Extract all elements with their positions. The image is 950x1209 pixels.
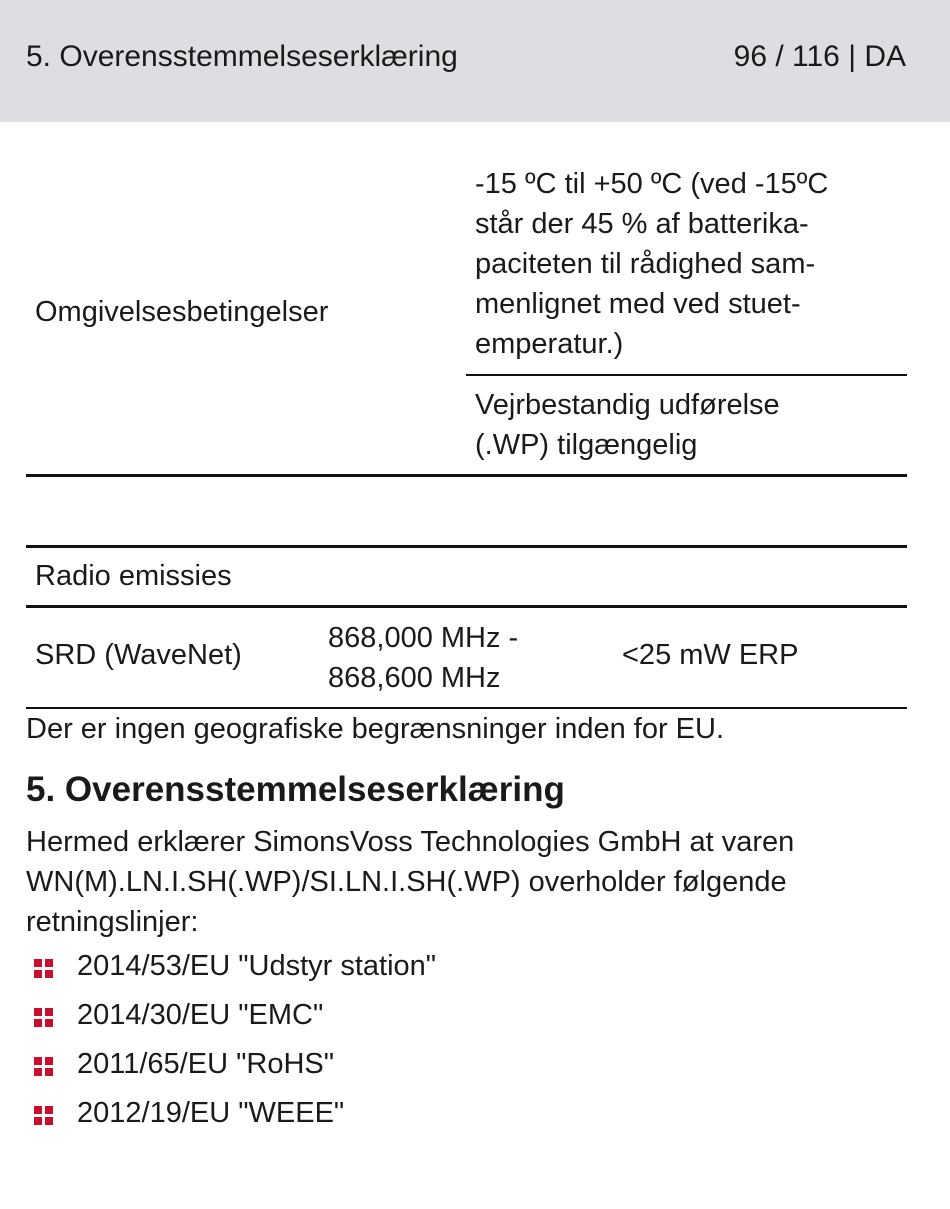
temperature-line: står der 45 % af batterika- [475,208,809,240]
bullet-icon [34,1057,54,1077]
weatherproof-spec [475,385,905,465]
paragraph-line: Hermed erklærer SimonsVoss Technologies GmbH at varen [26,826,795,858]
declaration-paragraph [26,822,926,942]
frequency-line: 868,600 MHz [328,662,501,694]
bullet-icon [34,1008,54,1028]
radio-emissions-title: Radio emissies [35,560,232,592]
frequency-line: 868,000 MHz - [328,622,519,654]
geo-note: Der er ingen geografiske begrænsninger inden for EU. [26,713,725,745]
directive-text: 2014/30/EU "EMC" [77,999,324,1031]
table-header-rule [26,605,907,608]
paragraph-line: retningslinjer: [26,906,199,938]
weatherproof-line: Vejrbestandig udførelse [475,389,780,421]
directive-text: 2014/53/EU "Udstyr station" [77,950,437,982]
temperature-line: paciteten til rådighed sam- [475,248,816,280]
paragraph-line: WN(M).LN.I.SH(.WP)/SI.LN.I.SH(.WP) overholder følgende [26,866,787,898]
table-top-rule [26,545,907,548]
frequency-range [328,618,518,698]
temperature-line: emperatur.) [475,328,624,360]
environment-label: Omgivelsesbetingelser [35,296,329,328]
bullet-icon [34,1106,54,1126]
page-number: 96 / 116 | DA [733,40,906,73]
temperature-line: menlignet med ved stuet- [475,288,801,320]
directive-text: 2011/65/EU "RoHS" [77,1048,335,1080]
temperature-line: -15 ºC til +50 ºC (ved -15ºC [475,168,829,200]
cell-divider [466,374,907,376]
radio-name: SRD (WaveNet) [35,639,242,671]
directive-text: 2012/19/EU "WEEE" [77,1097,345,1129]
page-header [0,0,950,122]
section-title: 5. Overensstemmelseserklæring [26,40,458,73]
temperature-spec [475,164,905,364]
table-end-rule [26,707,907,709]
table-bottom-rule [26,474,907,477]
bullet-icon [34,959,54,979]
declaration-heading: 5. Overensstemmelseserklæring [26,770,565,809]
weatherproof-line: (.WP) tilgængelig [475,429,698,461]
radio-power: <25 mW ERP [622,639,799,671]
